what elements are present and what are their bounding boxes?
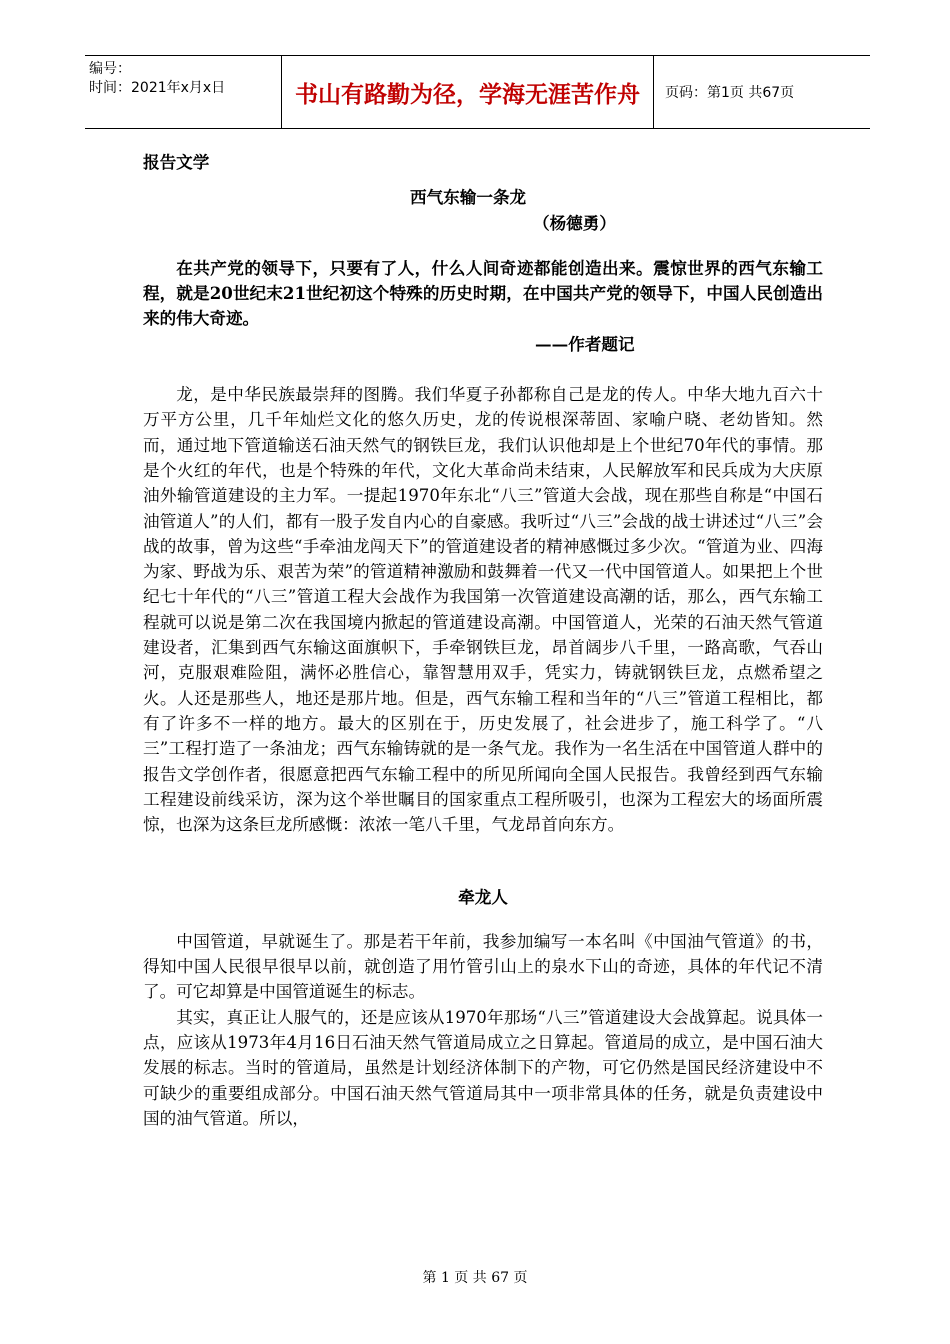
section-title: 牵龙人 xyxy=(458,887,508,908)
header-motto: 书山有路勤为径，学海无涯苦作舟 xyxy=(281,56,654,128)
author-name: （杨德勇） xyxy=(533,212,616,233)
time-label: 时间：2021年x月x日 xyxy=(89,80,226,96)
page-header xyxy=(85,55,870,129)
document-body xyxy=(143,150,823,1131)
genre-label: 报告文学 xyxy=(143,152,210,172)
epigraph: 在共产党的领导下，只要有了人，什么人间奇迹都能创造出来。震惊世界的西气东输工程，就是20世纪末21世纪初这个特殊的历史时期，在中国共产党的领导下，中国人民创造出来的伟大奇迹。 xyxy=(143,257,823,329)
page-footer: 第 1 页 共 67 页 xyxy=(422,1270,528,1286)
body-paragraph: 龙，是中华民族最崇拜的图腾。我们华夏子孙都称自己是龙的传人。中华大地九百六十万平方公里，几千年灿烂文化的悠久历史，龙的传说根深蒂固、家喻户晓、老幼皆知。然而，通过地下管道输送石油天然气的钢铁巨龙，我们认识他却是上个世纪70年代的事情。那是个火红的年代，也是个特殊的年代，文化大革命尚未结束，人民解放军和民兵成为大庆原油外输管道建设的主力军。一提起1970年东北“八三”管道大会战，现在那些自称是“中国石油管道人”的人们，都有一股子发自内心的自豪感。我听过“八三”会战的战士讲述过“八三”会战的故事，曾为这些“手牵油龙闯天下”的管道建设者的精神感慨过多少次。“管道为业、四海为家、野战为乐、艰苦为荣”的管道精神激励和鼓舞着一代又一代中国管道人。如果把上个世纪七十年代的“八三”管道工程大会战作为我国第一次管道建设高潮的话，那么，西气东输工程就可以说是第二次在我国境内掀起的管道建设高潮。中国管道人，光荣的石油天然气管道建设者，汇集到西气东输这面旗帜下，手牵钢铁巨龙，昂首阔步八千里，一路高歌，气吞山河，克服艰难险阻，满怀必胜信心，靠智慧用双手，凭实力，铸就钢铁巨龙，点燃希望之火。人还是那些人，地还是那片地。但是，西气东输工程和当年的“八三”管道工程相比，都有了许多不一样的地方。最大的区别在于，历史发展了，社会进步了，施工科学了。“八三”工程打造了一条油龙；西气东输铸就的是一条气龙。我作为一名生活在中国管道人群中的报告文学创作者，很愿意把西气东输工程中的所见所闻向全国人民报告。我曾经到西气东输工程建设前线采访，深为这个举世瞩目的国家重点工程所吸引，也深为工程宏大的场面所震惊，也深为这条巨龙所感慨：浓浓一笔八千里，气龙昂首向东方。 xyxy=(143,385,823,835)
header-page-info: 页码：第1页 共67页 xyxy=(665,85,795,101)
header-meta xyxy=(85,56,280,128)
document-title: 西气东输一条龙 xyxy=(410,187,527,208)
body-paragraph: 其实，真正让人服气的，还是应该从1970年那场“八三”管道建设大会战算起。说具体一点，应该从1973年4月16日石油天然气管道局成立之日算起。管道局的成立，是中国石油大发展的标志。当时的管道局，虽然是计划经济体制下的产物，可它仍然是国民经济建设中不可缺少的重要组成部分。中国石油天然气管道局其中一项非常具体的任务，就是负责建设中国的油气管道。所以， xyxy=(143,1007,823,1128)
number-label: 编号： xyxy=(89,61,131,77)
epigraph-signature: ——作者题记 xyxy=(535,333,635,354)
body-paragraph: 中国管道，早就诞生了。那是若干年前，我参加编写一本名叫《中国油气管道》的书，得知中国人民很早很早以前，就创造了用竹管引山上的泉水下山的奇迹，具体的年代记不清了。可它却算是中国管道诞生的标志。 xyxy=(143,931,823,1002)
